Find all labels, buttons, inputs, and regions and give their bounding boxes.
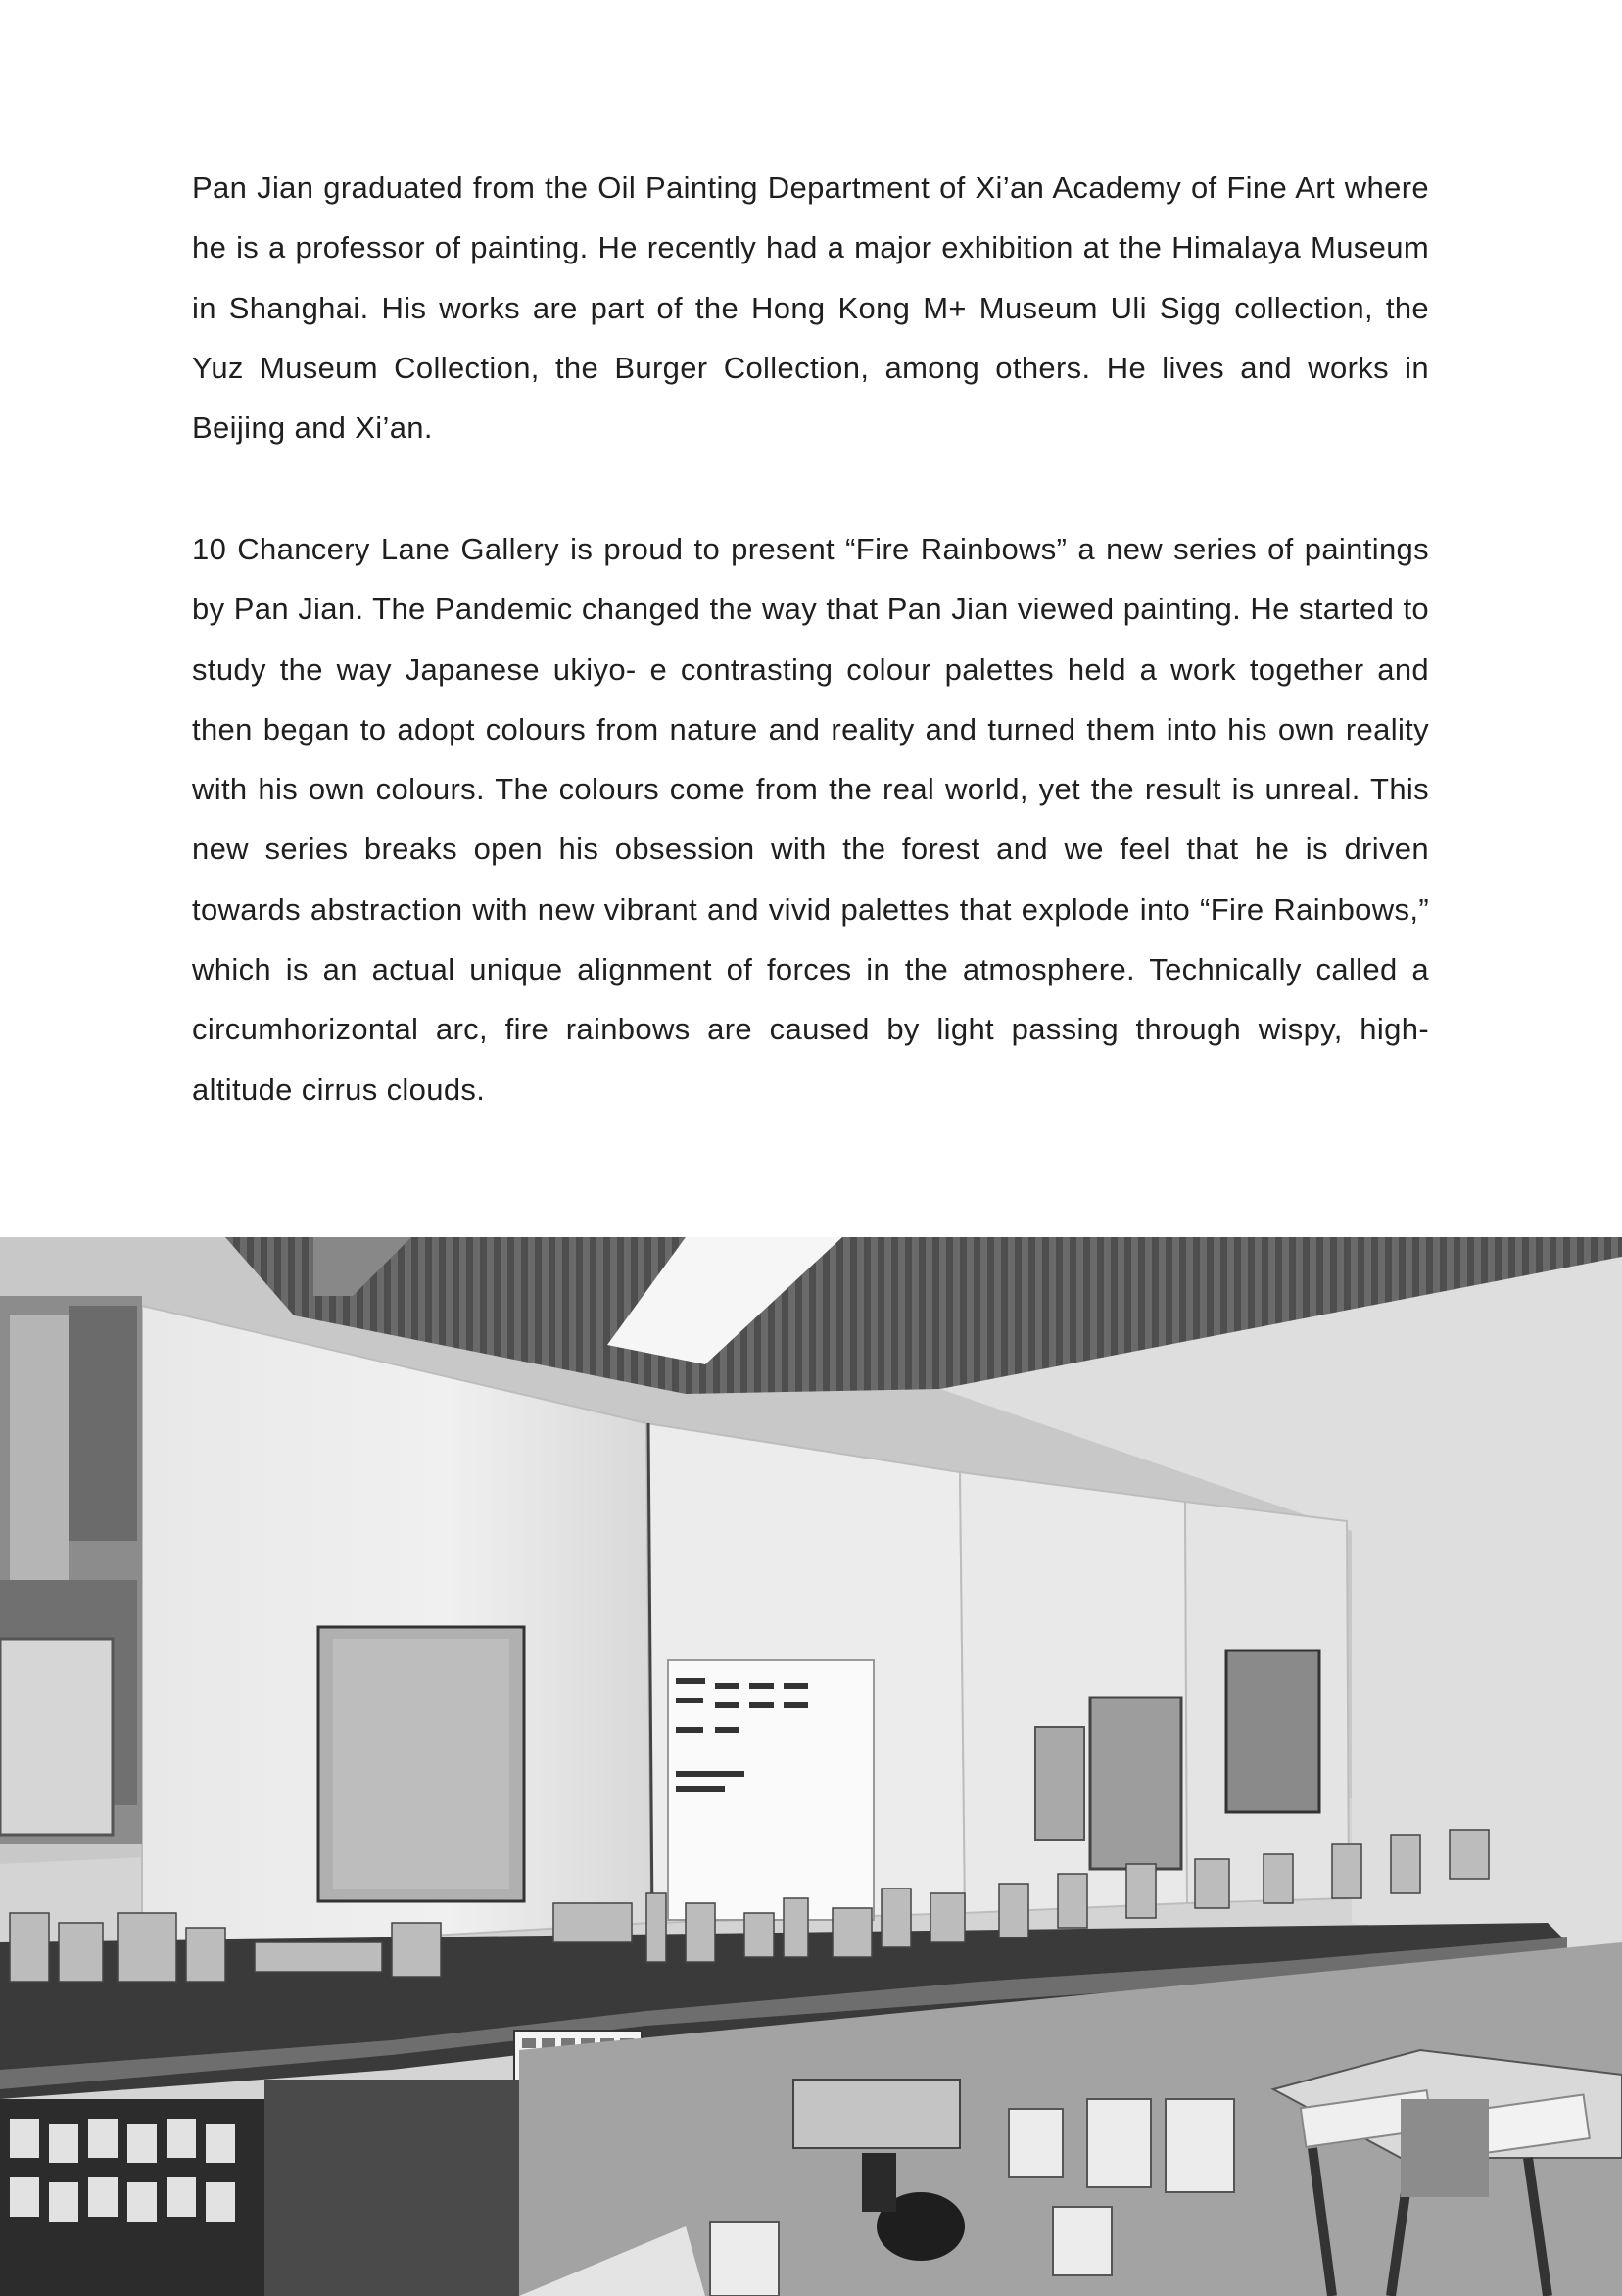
painting-right	[1226, 1650, 1319, 1812]
exhibition-intro-paragraph: 10 Chancery Lane Gallery is proud to present “Fire Rainbows” a new series of paintings by Pan Jian. The Pandemic changed the way that Pan Jian viewed painting. He started to study the way Japanese ukiyo- e contrasting colour palettes held a work together and then began to adopt colours from nature and reality and turned them into his own reality with his own colours. The colours come from the real world, yet the result is unreal. This new series breaks open his obsession with the forest and we feel that he is driven towards abstraction with new vibrant and vivid palettes that explode into “Fire Rainbows,” which is an actual unique alignment of forces in the atmosphere. Technically called a circumhorizontal arc, fire rainbows are caused by light passing through wispy, high-altitude cirrus clouds.	[192, 532, 1429, 1107]
painting-medium	[1090, 1698, 1181, 1869]
studio-photo	[0, 1237, 1622, 2296]
bio-paragraph: Pan Jian graduated from the Oil Painting Department of Xi’an Academy of Fine Art where he is a professor of painting. He recently had a major exhibition at the Himalaya Museum in Shanghai. His works are part of the Hong Kong M+ Museum Uli Sigg collection, the Yuz Museum Collection, the Burger Collection, among others. He lives and works in Beijing and Xi’an.	[192, 170, 1429, 446]
